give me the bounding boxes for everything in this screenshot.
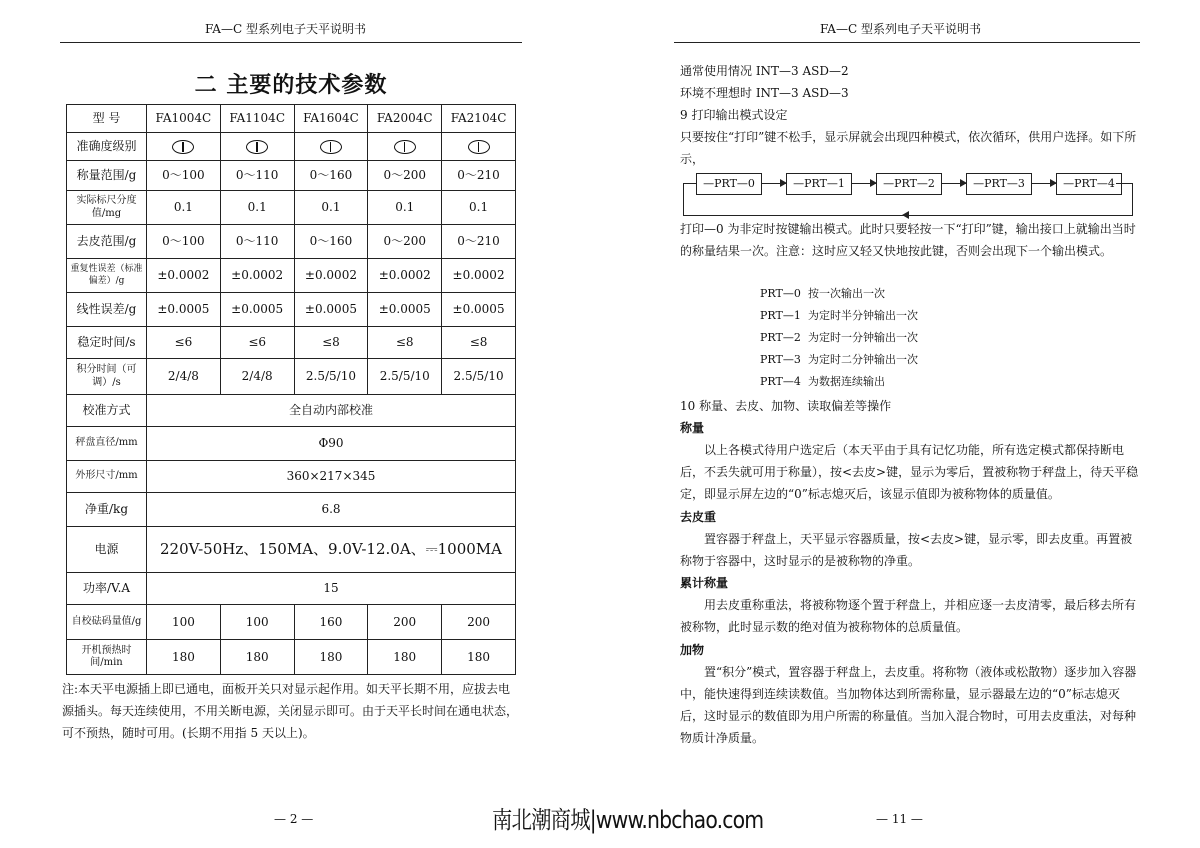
table-row: [67, 359, 516, 395]
section-9-heading: 9 打印输出模式设定: [680, 108, 788, 122]
accuracy-class-cell: [442, 133, 516, 161]
table-cell: 0～110: [220, 225, 294, 259]
header-rule-left: [60, 42, 522, 43]
table-cell: 0～200: [368, 161, 442, 191]
print-explanation: 打印—0 为非定时按键输出模式。此时只要轻按一下“打印”键，输出接口上就输出当时的称量结果一次。注意：这时应又轻又快地按此键，否则会出现下一个输出模式。: [680, 222, 1136, 258]
print-mode-box: —PRT—1: [786, 173, 852, 195]
print-intro: 只要按住“打印”键不松手，显示屏就会出现四种模式，依次循环，供用户选择。如下所示，: [680, 130, 1137, 166]
note: 注:本天平电源插上即已通电，面板开关只对显示起作用。如天平长期不用，应拔去电源插头。每天连续使用，不用关断电源，关闭显示即可。由于天平长时间在通电状态，可不预热，随时可用。(长期不用指 5 天以上)。: [62, 682, 519, 740]
mode-desc: 按一次输出一次: [808, 287, 885, 300]
table-row: [67, 191, 516, 225]
header-rule-right: [674, 42, 1140, 43]
row-label: 外形尺寸/mm: [67, 461, 147, 493]
table-cell: 0～210: [442, 161, 516, 191]
table-cell: 100: [147, 605, 221, 640]
row-label: 积分时间（可调）/s: [67, 359, 147, 395]
mode-code: PRT—2: [760, 331, 801, 344]
model-header: FA2004C: [368, 105, 442, 133]
header-left: FA—C 型系列电子天平说明书: [205, 22, 366, 36]
heading-cumulative: 累计称量: [680, 576, 729, 590]
print-mode-box: —PRT—4: [1056, 173, 1122, 195]
table-cell: 0～210: [442, 225, 516, 259]
section-10-heading: 10 称量、去皮、加物、读取偏差等操作: [680, 399, 892, 413]
row-label: 秤盘直径/mm: [67, 427, 147, 461]
accuracy-class-cell: [294, 133, 368, 161]
print-mode-item: [760, 371, 885, 393]
arrow-right-icon: [1032, 183, 1056, 184]
model-header: FA1004C: [147, 105, 221, 133]
print-mode-item: [760, 283, 885, 305]
accuracy-class-cell: [368, 133, 442, 161]
table-row: [67, 105, 516, 133]
page-number-right: — 11 —: [876, 812, 923, 826]
table-cell: ±0.0002: [368, 259, 442, 293]
row-label: 型 号: [67, 105, 147, 133]
heading-tare: 去皮重: [680, 510, 717, 524]
arrow-right-icon: [942, 183, 966, 184]
section-title: 二 主要的技术参数: [194, 72, 388, 98]
table-row: [67, 573, 516, 605]
model-header: FA1104C: [220, 105, 294, 133]
model-header: FA1604C: [294, 105, 368, 133]
row-label: 校准方式: [67, 395, 147, 427]
table-row: [67, 133, 516, 161]
spec-table: [66, 104, 516, 675]
heading-weighing: 称量: [680, 421, 705, 435]
row-label: 净重/kg: [67, 493, 147, 527]
table-row: [67, 640, 516, 675]
table-cell: ≤8: [294, 327, 368, 359]
heading-adding: 加物: [680, 643, 705, 657]
int-asd-bad: 环境不理想时 INT—3 ASD—3: [680, 86, 849, 100]
watermark: 南北潮商城|www.nbchao.com: [492, 806, 764, 834]
table-cell: ±0.0005: [147, 293, 221, 327]
row-label: 准确度级别: [67, 133, 147, 161]
merged-value: Φ90: [147, 427, 516, 461]
text-tare: 置容器于秤盘上，天平显示容器质量，按<去皮>键，显示零，即去皮重。再置被称物于容器中，这时显示的是被称物的净重。: [680, 532, 1133, 568]
merged-value: 220V-50Hz、150MA、9.0V-12.0A、⎓1000MA: [147, 527, 516, 573]
row-label: 稳定时间/s: [67, 327, 147, 359]
mode-desc: 为定时一分钟输出一次: [808, 331, 918, 344]
table-cell: 200: [442, 605, 516, 640]
table-cell: ±0.0005: [368, 293, 442, 327]
accuracy-class-cell: [220, 133, 294, 161]
table-cell: ≤8: [368, 327, 442, 359]
table-cell: 0～160: [294, 161, 368, 191]
table-cell: ±0.0002: [442, 259, 516, 293]
table-cell: 2/4/8: [220, 359, 294, 395]
table-cell: 0～160: [294, 225, 368, 259]
table-row: [67, 327, 516, 359]
table-row: [67, 427, 516, 461]
table-cell: 0～110: [220, 161, 294, 191]
mode-code: PRT—1: [760, 309, 801, 322]
table-cell: 0～100: [147, 161, 221, 191]
table-cell: 2.5/5/10: [294, 359, 368, 395]
table-cell: ±0.0005: [442, 293, 516, 327]
merged-value: 15: [147, 573, 516, 605]
row-label: 去皮范围/g: [67, 225, 147, 259]
row-label: 开机预热时间/min: [67, 640, 147, 675]
text-adding: 置“积分”模式，置容器于秤盘上，去皮重。将称物（液体或松散物）逐步加入容器中，能快速得到连续读数值。当加物体达到所需称量，显示器最左边的“0”标志熄灭后，这时显示的数值即为用户所需的称量值。当加入混合物时，可用去皮重法，对每种物质计净质量。: [680, 665, 1137, 745]
merged-value: 360×217×345: [147, 461, 516, 493]
mode-desc: 为定时半分钟输出一次: [808, 309, 918, 322]
table-row: [67, 461, 516, 493]
header-right: FA—C 型系列电子天平说明书: [820, 22, 981, 36]
table-cell: 2/4/8: [147, 359, 221, 395]
row-label: 电源: [67, 527, 147, 573]
table-cell: ±0.0002: [147, 259, 221, 293]
table-cell: ±0.0002: [220, 259, 294, 293]
merged-value: 6.8: [147, 493, 516, 527]
row-label: 称量范围/g: [67, 161, 147, 191]
table-row: [67, 293, 516, 327]
accuracy-class-i-icon: [320, 140, 342, 154]
table-cell: 0～100: [147, 225, 221, 259]
row-label: 重复性误差（标准偏差）/g: [67, 259, 147, 293]
arrow-right-icon: [762, 183, 786, 184]
mode-desc: 为数据连续输出: [808, 375, 885, 388]
print-mode-box: —PRT—3: [966, 173, 1032, 195]
row-label: 自校砝码量值/g: [67, 605, 147, 640]
table-row: [67, 605, 516, 640]
accuracy-class-i-icon: [468, 140, 490, 154]
accuracy-class-i-icon: [172, 140, 194, 154]
table-cell: 0.1: [220, 191, 294, 225]
row-label: 功率/V.A: [67, 573, 147, 605]
table-cell: ≤6: [220, 327, 294, 359]
table-cell: 180: [294, 640, 368, 675]
table-cell: 0～200: [368, 225, 442, 259]
table-cell: 180: [147, 640, 221, 675]
row-label: 实际标尺分度值/mg: [67, 191, 147, 225]
table-cell: 0.1: [147, 191, 221, 225]
table-cell: 180: [442, 640, 516, 675]
accuracy-class-i-icon: [394, 140, 416, 154]
mode-code: PRT—0: [760, 287, 801, 300]
table-row: [67, 161, 516, 191]
print-mode-box: —PRT—2: [876, 173, 942, 195]
print-mode-item: [760, 327, 918, 349]
table-cell: 0.1: [294, 191, 368, 225]
table-row: [67, 259, 516, 293]
table-cell: ±0.0005: [294, 293, 368, 327]
mode-code: PRT—4: [760, 375, 801, 388]
accuracy-class-i-icon: [246, 140, 268, 154]
table-cell: 0.1: [442, 191, 516, 225]
text-cumulative: 用去皮重称重法，将被称物逐个置于秤盘上，并相应逐一去皮清零，最后移去所有被称物，此时显示数的绝对值为被称物体的总质量值。: [680, 598, 1137, 634]
table-cell: ±0.0002: [294, 259, 368, 293]
table-cell: 180: [368, 640, 442, 675]
table-row: [67, 493, 516, 527]
table-row: [67, 527, 516, 573]
model-header: FA2104C: [442, 105, 516, 133]
table-cell: 160: [294, 605, 368, 640]
table-cell: ≤8: [442, 327, 516, 359]
table-cell: 2.5/5/10: [442, 359, 516, 395]
table-cell: ±0.0005: [220, 293, 294, 327]
print-mode-box: —PRT—0: [696, 173, 762, 195]
table-cell: 100: [220, 605, 294, 640]
print-mode-item: [760, 349, 918, 371]
table-cell: 200: [368, 605, 442, 640]
table-cell: 0.1: [368, 191, 442, 225]
mode-code: PRT—3: [760, 353, 801, 366]
row-label: 线性误差/g: [67, 293, 147, 327]
merged-value: 全自动内部校准: [147, 395, 516, 427]
int-asd-normal: 通常使用情况 INT—3 ASD—2: [680, 64, 849, 78]
print-mode-item: [760, 305, 918, 327]
page-number-left: — 2 —: [274, 812, 314, 826]
mode-desc: 为定时二分钟输出一次: [808, 353, 918, 366]
text-weighing: 以上各模式待用户选定后（本天平由于具有记忆功能，所有选定模式都保持断电后，不丢失就可用于称量），按<去皮>键，显示为零后，置被称物于秤盘上，待天平稳定，即显示屏左边的“0”标志熄灭后，该显示值即为被称物体的质量值。: [680, 443, 1139, 501]
table-cell: ≤6: [147, 327, 221, 359]
accuracy-class-cell: [147, 133, 221, 161]
table-cell: 180: [220, 640, 294, 675]
table-row: [67, 225, 516, 259]
table-cell: 2.5/5/10: [368, 359, 442, 395]
table-row: [67, 395, 516, 427]
arrow-right-icon: [852, 183, 876, 184]
